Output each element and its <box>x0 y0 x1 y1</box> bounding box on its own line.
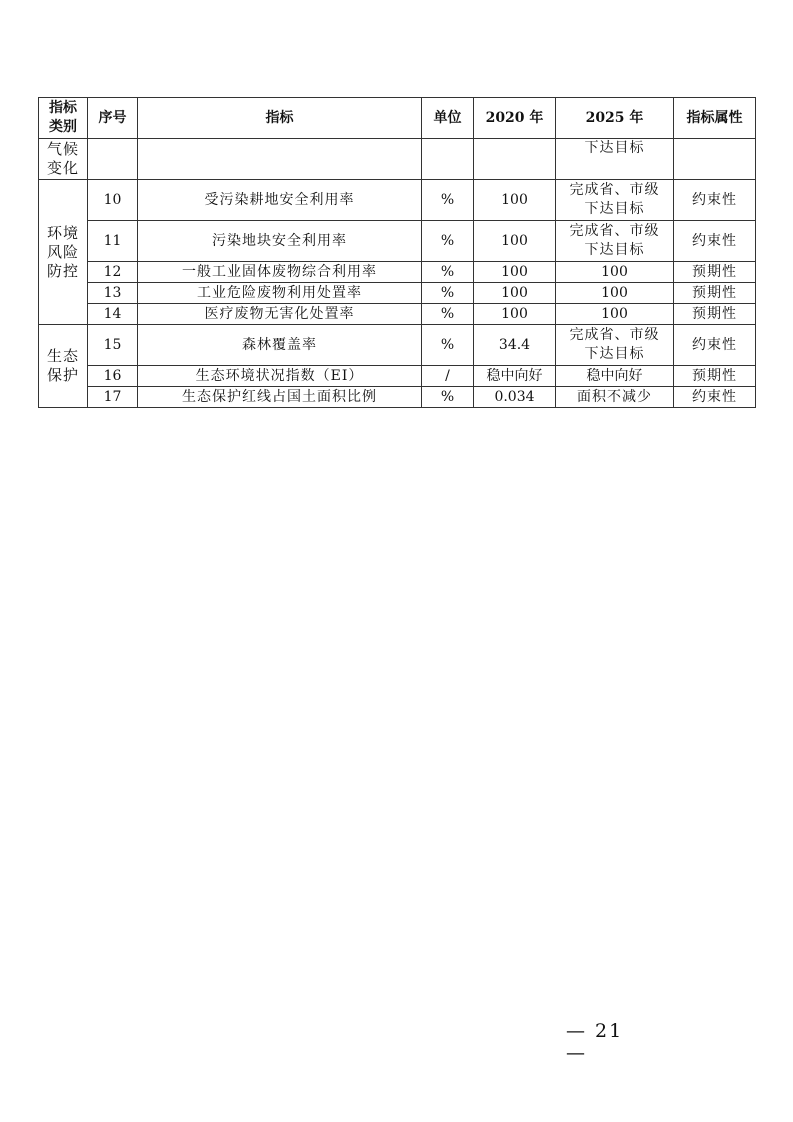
cell-unit: % <box>422 283 474 304</box>
header-seq: 序号 <box>88 98 138 139</box>
cell-2025-line1: 完成省、市级 <box>569 223 660 239</box>
cell-unit: % <box>422 262 474 283</box>
cell-unit <box>422 139 474 180</box>
cell-2025-line1: 完成省、市级 <box>569 327 660 343</box>
cell-unit: % <box>422 387 474 408</box>
cell-2025: 100 <box>556 304 674 325</box>
cell-indicator: 污染地块安全利用率 <box>138 221 422 262</box>
cell-seq: 17 <box>88 387 138 408</box>
cell-unit: % <box>422 304 474 325</box>
page-number: — 21 — <box>566 1020 624 1064</box>
cell-indicator <box>138 139 422 180</box>
cell-2025: 100 <box>556 262 674 283</box>
cell-2025 <box>556 325 674 366</box>
header-category-line1: 指标 <box>49 100 77 116</box>
cell-indicator: 受污染耕地安全利用率 <box>138 180 422 221</box>
cell-2020: 100 <box>474 262 556 283</box>
header-category <box>39 98 88 139</box>
category-climate-line1: 气候 <box>46 140 79 158</box>
table-header-row <box>39 98 756 139</box>
table-row <box>39 387 756 408</box>
cell-seq: 16 <box>88 366 138 387</box>
category-env-risk <box>39 180 88 325</box>
cell-seq: 13 <box>88 283 138 304</box>
cell-2025: 100 <box>556 283 674 304</box>
category-climate-line2: 变化 <box>46 159 79 177</box>
category-eco-line1: 生态 <box>46 347 79 365</box>
category-eco <box>39 325 88 408</box>
header-2025: 2025 年 <box>556 98 674 139</box>
table-row <box>39 221 756 262</box>
table-row <box>39 262 756 283</box>
cell-2025 <box>556 180 674 221</box>
cell-2025-line2: 下达目标 <box>584 201 645 217</box>
header-indicator: 指标 <box>138 98 422 139</box>
cell-seq: 14 <box>88 304 138 325</box>
table-row <box>39 283 756 304</box>
table-row-climate <box>39 139 756 180</box>
cell-2020: 100 <box>474 221 556 262</box>
cell-seq: 15 <box>88 325 138 366</box>
table-row <box>39 366 756 387</box>
cell-2025 <box>556 221 674 262</box>
cell-seq: 10 <box>88 180 138 221</box>
cell-attribute: 预期性 <box>674 283 756 304</box>
cell-attribute: 预期性 <box>674 262 756 283</box>
table-row <box>39 325 756 366</box>
cell-seq <box>88 139 138 180</box>
cell-indicator: 生态环境状况指数（EI） <box>138 366 422 387</box>
cell-2025: 下达目标 <box>556 139 674 180</box>
cell-indicator: 医疗废物无害化处置率 <box>138 304 422 325</box>
cell-attribute: 约束性 <box>674 325 756 366</box>
cell-indicator: 森林覆盖率 <box>138 325 422 366</box>
cell-seq: 11 <box>88 221 138 262</box>
table-row <box>39 304 756 325</box>
header-attribute: 指标属性 <box>674 98 756 139</box>
table-row <box>39 180 756 221</box>
category-env-risk-line2: 风险 <box>46 242 79 261</box>
cell-2020: 100 <box>474 304 556 325</box>
category-env-risk-line3: 防控 <box>46 261 79 280</box>
cell-attribute: 约束性 <box>674 387 756 408</box>
cell-attribute: 预期性 <box>674 304 756 325</box>
cell-2025-line1: 完成省、市级 <box>569 182 660 198</box>
cell-attribute: 约束性 <box>674 221 756 262</box>
cell-unit: % <box>422 180 474 221</box>
cell-attribute <box>674 139 756 180</box>
cell-unit: % <box>422 221 474 262</box>
cell-unit: % <box>422 325 474 366</box>
header-2020: 2020 年 <box>474 98 556 139</box>
cell-2020: 100 <box>474 180 556 221</box>
cell-2025-line2: 下达目标 <box>584 346 645 362</box>
cell-2025: 稳中向好 <box>556 366 674 387</box>
cell-2025: 面积不减少 <box>556 387 674 408</box>
cell-attribute: 预期性 <box>674 366 756 387</box>
cell-2020: 34.4 <box>474 325 556 366</box>
indicator-table <box>38 97 756 408</box>
header-category-line2: 类别 <box>49 119 77 135</box>
category-climate <box>39 139 88 180</box>
cell-2020 <box>474 139 556 180</box>
cell-2020: 100 <box>474 283 556 304</box>
cell-indicator: 一般工业固体废物综合利用率 <box>138 262 422 283</box>
cell-attribute: 约束性 <box>674 180 756 221</box>
cell-unit: / <box>422 366 474 387</box>
cell-2020: 0.034 <box>474 387 556 408</box>
cell-indicator: 生态保护红线占国土面积比例 <box>138 387 422 408</box>
category-env-risk-line1: 环境 <box>46 223 79 242</box>
cell-seq: 12 <box>88 262 138 283</box>
cell-2025-line2: 下达目标 <box>584 242 645 258</box>
cell-indicator: 工业危险废物利用处置率 <box>138 283 422 304</box>
header-unit: 单位 <box>422 98 474 139</box>
cell-2020: 稳中向好 <box>474 366 556 387</box>
category-eco-line2: 保护 <box>46 366 79 384</box>
